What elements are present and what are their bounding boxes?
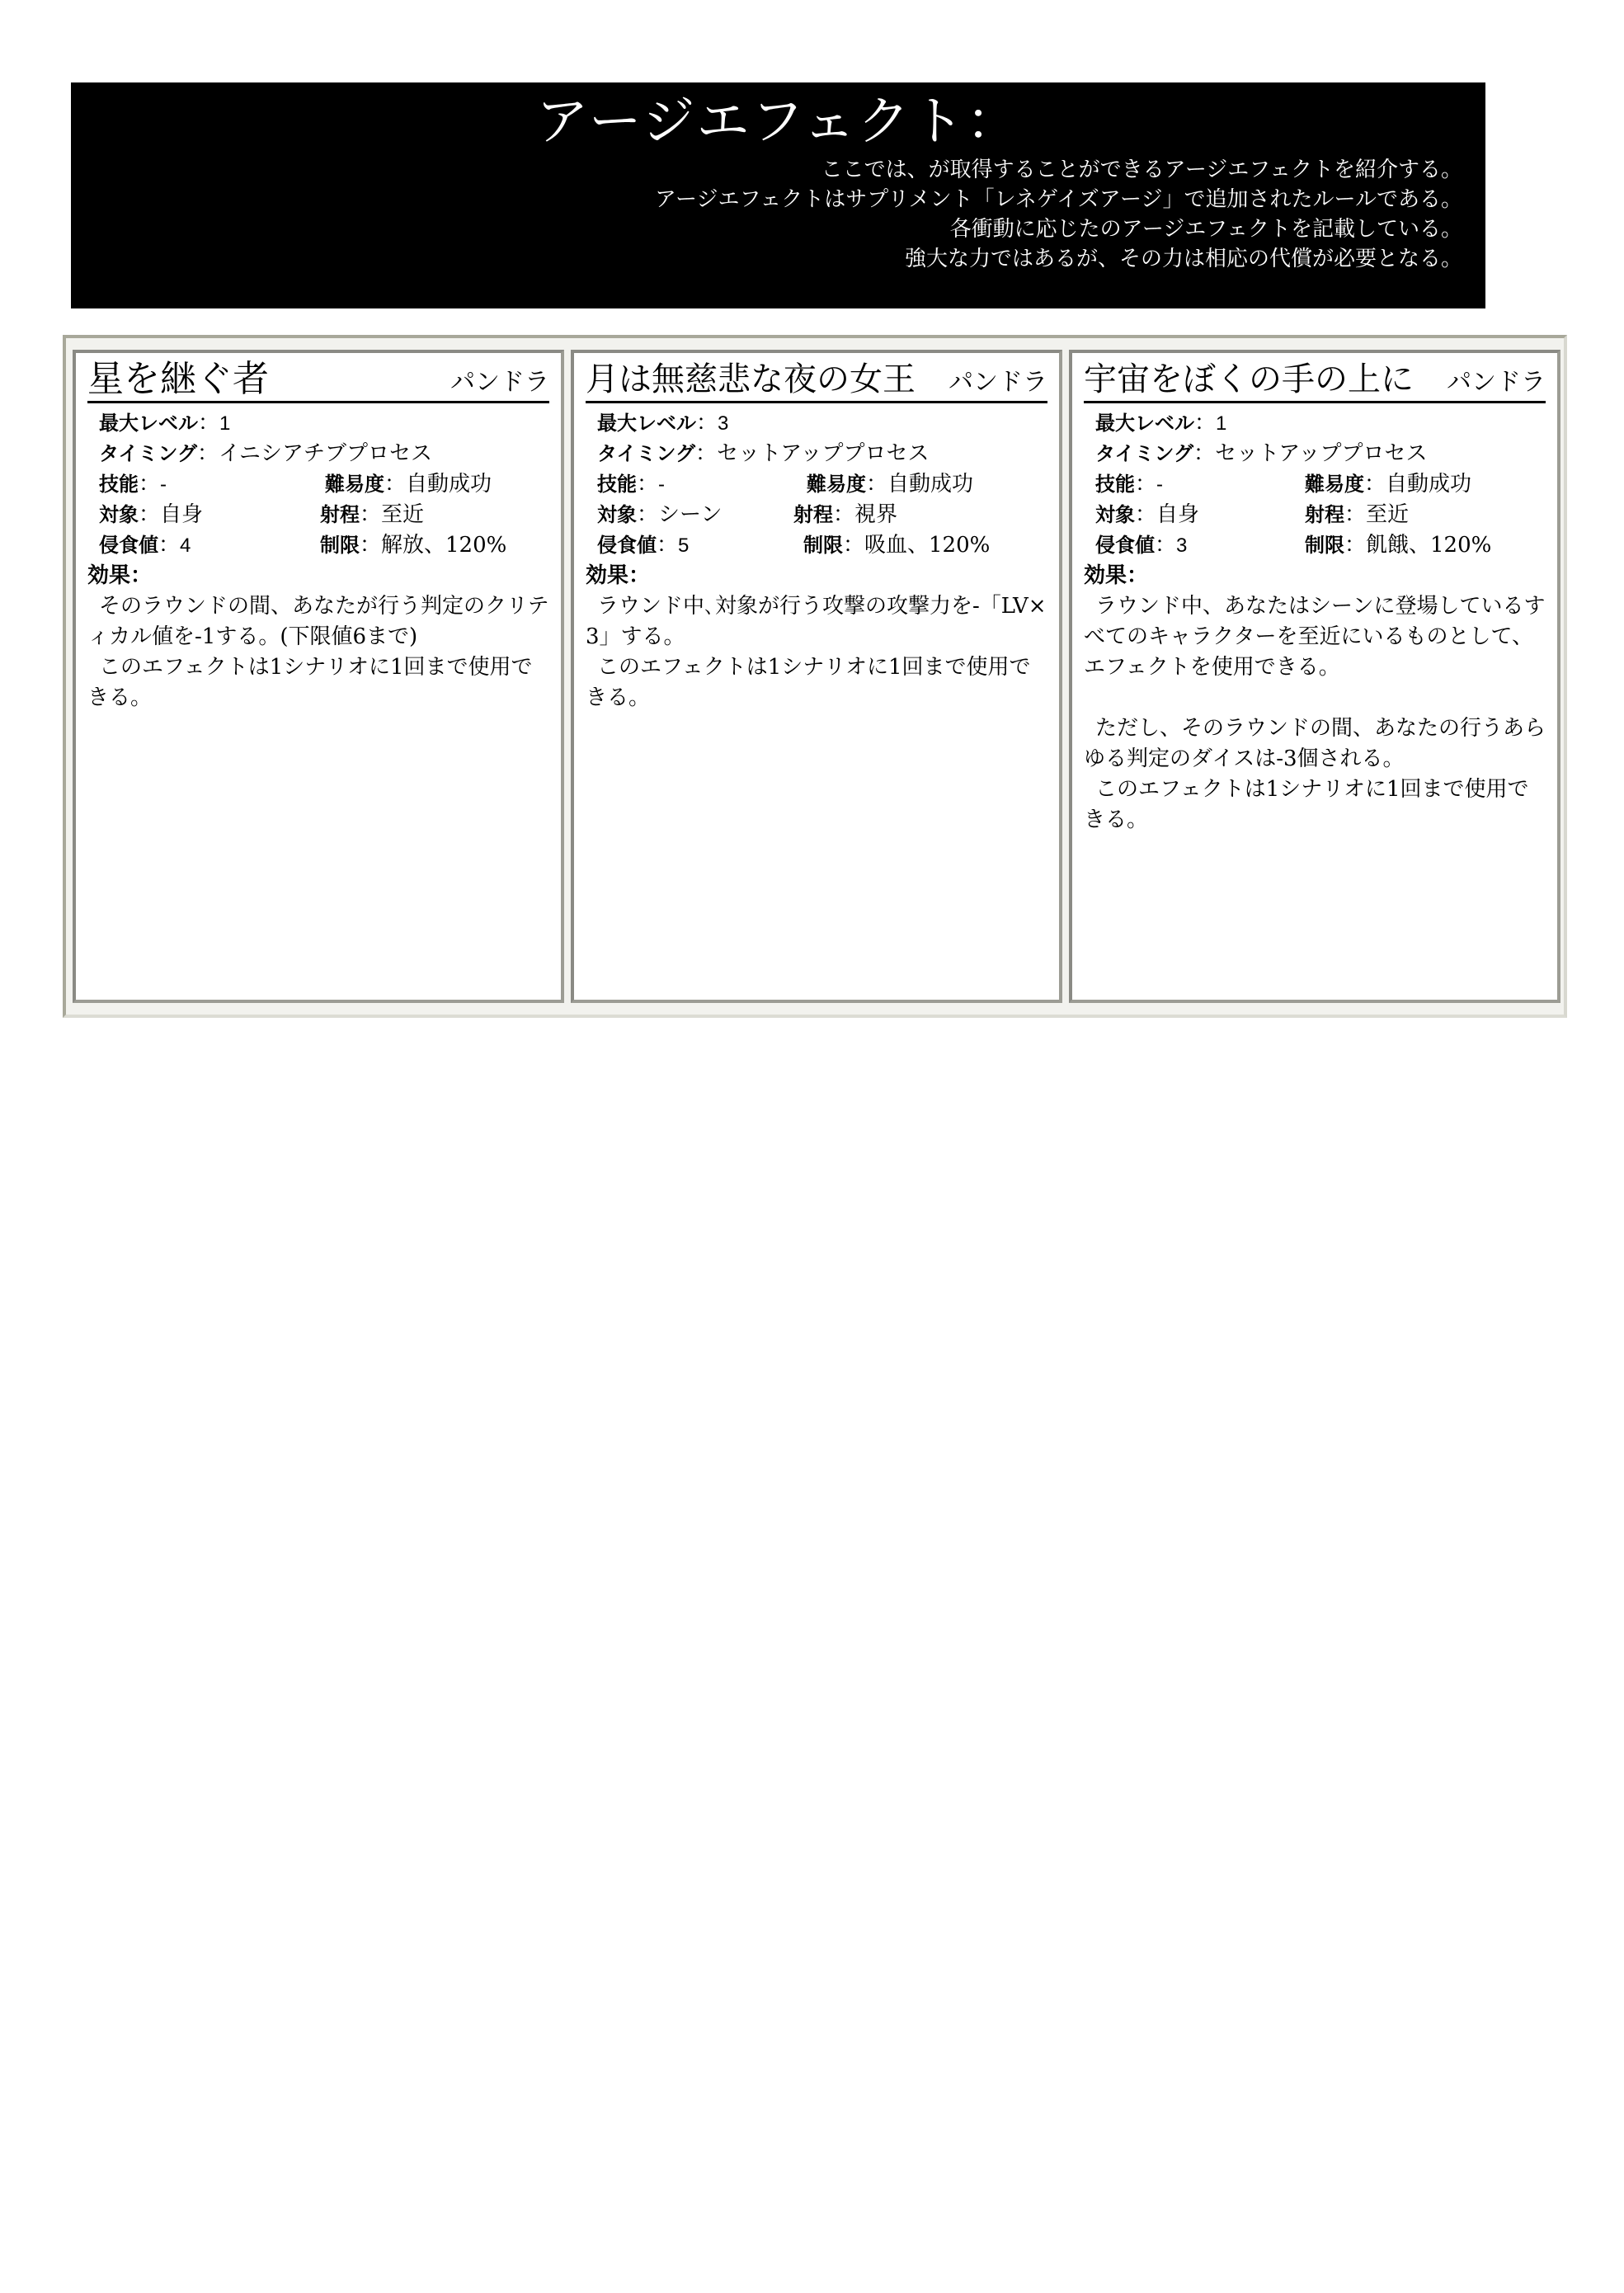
difficulty-field <box>325 469 492 500</box>
erosion-label: 侵食値 <box>1095 534 1155 557</box>
restriction-value: 解放、120% <box>381 533 507 558</box>
intro-line: アージエフェクトはサプリメント「レネゲイズアージ」で追加されたルールである。 <box>654 187 1462 212</box>
restriction-value: 吸血、120% <box>864 533 991 558</box>
separator: ： <box>1135 502 1157 527</box>
max-level-value: 3 <box>718 412 729 435</box>
effect-text: ラウンド中、あなたはシーンに登場しているすべてのキャラクターを至近にいるものとして、エフェクトを使用できる。 <box>1084 594 1546 680</box>
effect-text: そのラウンドの間、あなたが行う判定のクリティカル値を-1する。(下限値6まで) <box>87 594 549 649</box>
target-value: 自身 <box>1156 502 1200 527</box>
card-kind: パンドラ <box>949 368 1047 397</box>
separator: ： <box>637 502 659 527</box>
range-label: 射程 <box>1305 503 1344 526</box>
card-header <box>586 360 1047 403</box>
effect-blank-line <box>1084 683 1546 713</box>
skill-value: - <box>1156 473 1164 496</box>
separator: ： <box>384 472 407 497</box>
max-level-value: 1 <box>219 412 231 435</box>
range-label: 射程 <box>320 503 360 526</box>
timing-value: セットアッププロセス <box>1215 441 1428 466</box>
separator: ： <box>198 411 220 436</box>
card-header <box>1084 360 1546 403</box>
range-field <box>320 500 424 530</box>
effect-card <box>73 350 564 1003</box>
separator: ： <box>637 472 659 497</box>
timing-value: イニシアチブプロセス <box>219 441 433 466</box>
max-level-label: 最大レベル <box>1095 412 1194 435</box>
separator: ： <box>1155 533 1177 558</box>
skill-value: - <box>160 473 167 496</box>
restriction-value: 飢餓、120% <box>1366 533 1492 558</box>
max-level-value: 1 <box>1216 412 1227 435</box>
target-value: シーン <box>658 502 723 527</box>
erosion-label: 侵食値 <box>99 534 158 557</box>
separator: ： <box>866 472 888 497</box>
difficulty-label: 難易度 <box>325 473 384 496</box>
separator: ： <box>130 563 153 588</box>
intro-line: 強大な力ではあるが、その力は相応の代償が必要となる。 <box>904 247 1462 271</box>
restriction-field <box>320 530 506 561</box>
skill-row <box>586 469 1047 500</box>
card-title: 星を継ぐ者 <box>87 358 269 400</box>
difficulty-field <box>807 469 973 500</box>
effect-text: ただし、そのラウンドの間、あなたの行うあらゆる判定のダイスは-3個される。 <box>1084 716 1546 771</box>
difficulty-value: 自動成功 <box>887 472 974 497</box>
separator: ： <box>1135 472 1157 497</box>
difficulty-field <box>1305 469 1471 500</box>
difficulty-value: 自動成功 <box>406 472 492 497</box>
range-field <box>793 500 897 530</box>
card-kind: パンドラ <box>1447 368 1546 397</box>
effect-row <box>87 561 549 591</box>
difficulty-label: 難易度 <box>1305 473 1364 496</box>
separator: ： <box>1194 411 1217 436</box>
separator: ： <box>1364 472 1386 497</box>
separator: ： <box>1193 441 1216 466</box>
target-value: 自身 <box>160 502 204 527</box>
separator: ： <box>139 472 161 497</box>
target-label: 対象 <box>1095 503 1135 526</box>
separator: ： <box>657 533 679 558</box>
skill-value: - <box>658 473 666 496</box>
target-row <box>87 500 549 530</box>
separator: ： <box>696 411 718 436</box>
separator: ： <box>139 502 161 527</box>
skill-label: 技能 <box>597 473 637 496</box>
skill-label: 技能 <box>1095 473 1135 496</box>
effect-card <box>1069 350 1560 1003</box>
separator: ： <box>158 533 181 558</box>
skill-row <box>87 469 549 500</box>
difficulty-label: 難易度 <box>807 473 866 496</box>
timing-label: タイミング <box>597 442 696 465</box>
erosion-value: 5 <box>678 534 690 557</box>
effect-text: このエフェクトは1シナリオに1回まで使用できる。 <box>87 655 533 710</box>
max-level-label: 最大レベル <box>99 412 198 435</box>
separator: ： <box>1344 533 1367 558</box>
range-value: 至近 <box>381 502 425 527</box>
card-kind: パンドラ <box>450 368 549 397</box>
timing-row <box>586 439 1047 469</box>
restriction-field <box>1305 530 1491 561</box>
separator: ： <box>1127 563 1149 588</box>
separator: ： <box>1344 502 1367 527</box>
range-value: 至近 <box>1366 502 1410 527</box>
max-level-row <box>1084 408 1546 439</box>
separator: ： <box>833 502 855 527</box>
card-title: 宇宙をぼくの手の上に <box>1084 360 1414 398</box>
range-label: 射程 <box>793 503 833 526</box>
card-header <box>87 360 549 403</box>
effect-row <box>1084 561 1546 591</box>
target-label: 対象 <box>597 503 637 526</box>
erosion-row <box>87 530 549 561</box>
timing-value: セットアッププロセス <box>717 441 930 466</box>
effect-label: 効果 <box>586 563 629 588</box>
erosion-value: 3 <box>1176 534 1188 557</box>
difficulty-value: 自動成功 <box>1386 472 1472 497</box>
separator: ： <box>360 533 382 558</box>
effect-label: 効果 <box>87 563 131 588</box>
effect-text: このエフェクトは1シナリオに1回まで使用できる。 <box>1084 777 1529 832</box>
skill-row <box>1084 469 1546 500</box>
card-title: 月は無慈悲な夜の女王 <box>586 360 916 398</box>
erosion-row <box>1084 530 1546 561</box>
target-label: 対象 <box>99 503 139 526</box>
erosion-value: 4 <box>180 534 191 557</box>
erosion-label: 侵食値 <box>597 534 657 557</box>
separator: ： <box>628 563 651 588</box>
timing-label: タイミング <box>1095 442 1194 465</box>
effect-card-table <box>63 335 1567 1018</box>
target-row <box>586 500 1047 530</box>
target-row <box>1084 500 1546 530</box>
separator: ： <box>360 502 382 527</box>
restriction-field <box>803 530 990 561</box>
effect-label: 効果 <box>1084 563 1127 588</box>
max-level-row <box>586 408 1047 439</box>
separator: ： <box>197 441 219 466</box>
restriction-label: 制限 <box>803 534 843 557</box>
page-header <box>71 82 1485 308</box>
restriction-label: 制限 <box>1305 534 1344 557</box>
effect-card <box>571 350 1062 1003</box>
effect-row <box>586 561 1047 591</box>
separator: ： <box>843 533 865 558</box>
range-field <box>1305 500 1409 530</box>
skill-label: 技能 <box>99 473 139 496</box>
effect-text: このエフェクトは1シナリオに1回まで使用できる。 <box>586 655 1031 710</box>
page-title: アージエフェクト： <box>535 92 1021 153</box>
range-value: 視界 <box>854 502 898 527</box>
intro-text <box>655 155 1462 274</box>
timing-row <box>1084 439 1546 469</box>
timing-label: タイミング <box>99 442 198 465</box>
timing-row <box>87 439 549 469</box>
intro-line: ここでは、が取得することができるアージエフェクトを紹介する。 <box>821 158 1462 182</box>
max-level-row <box>87 408 549 439</box>
restriction-label: 制限 <box>320 534 360 557</box>
separator: ： <box>695 441 718 466</box>
erosion-row <box>586 530 1047 561</box>
max-level-label: 最大レベル <box>597 412 696 435</box>
intro-line: 各衝動に応じたのアージエフェクトを記載している。 <box>949 217 1462 242</box>
effect-text: ラウンド中､対象が行う攻撃の攻撃力を-「LV×3」する。 <box>586 594 1047 649</box>
